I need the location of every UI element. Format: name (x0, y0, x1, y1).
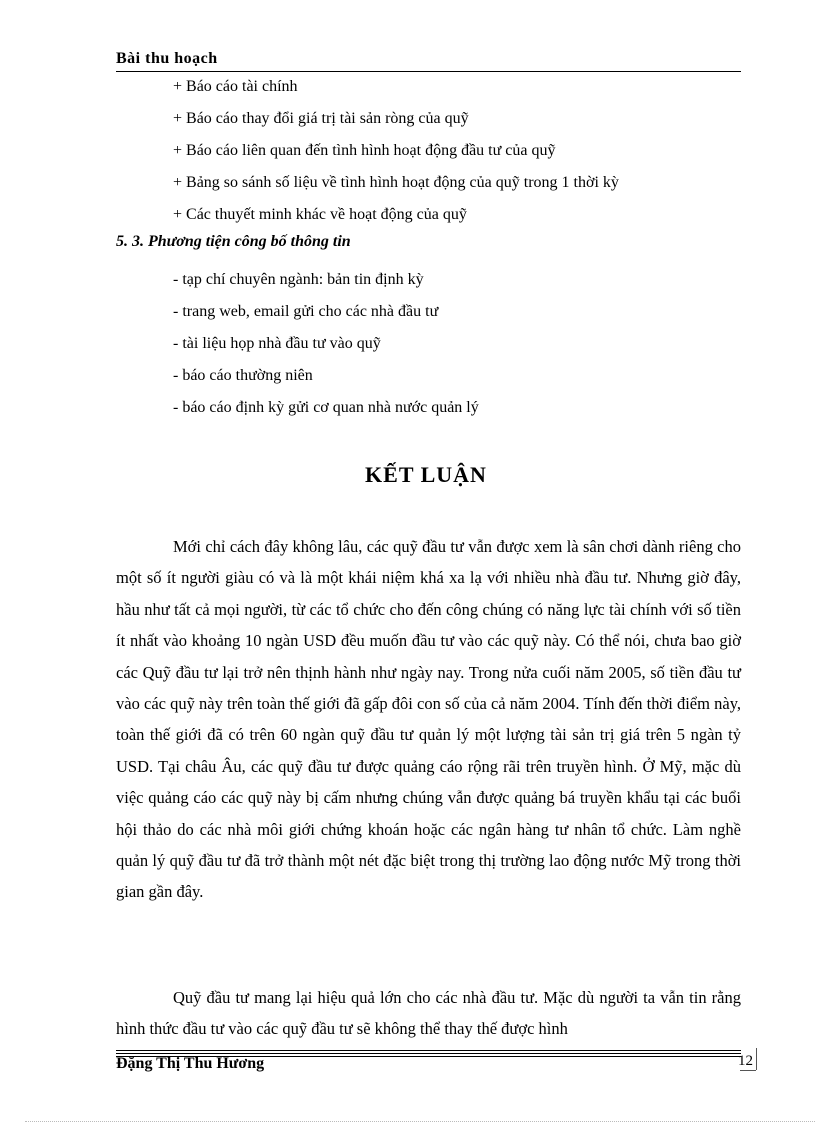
media-list (173, 264, 479, 424)
section-heading: 5. 3. Phương tiện công bố thông tin (116, 233, 351, 250)
list-item: - báo cáo thường niên (173, 367, 313, 384)
footer-rule (116, 1053, 741, 1054)
footer-author: Đặng Thị Thu Hương (116, 1055, 265, 1072)
report-list (173, 71, 619, 231)
conclusion-paragraph: Mới chỉ cách đây không lâu, các quỹ đầu tư vẫn được xem là sân chơi dành riêng cho một số ít người giàu có và là một khái niệm khá xa lạ với nhiều nhà đầu tư. Nhưng giờ đây, hầu như tất cả mọi người, từ các tổ chức cho đến công chúng có năng lực tài chính với số tiền ít nhất vào khoảng 10 ngàn USD đều muốn đầu tư vào các quỹ này. Có thể nói, chưa bao giờ các Quỹ đầu tư lại trở nên thịnh hành như ngày nay. Trong nửa cuối năm 2005, số tiền đầu tư vào các quỹ này trên toàn thế giới đã gấp đôi con số của cả năm 2004. Tính đến thời điểm này, toàn thế giới đã có trên 60 ngàn quỹ đầu tư quản lý một lượng tài sản trị giá trên 5 ngàn tỷ USD. Tại châu Âu, các quỹ đầu tư được quảng cáo rộng rãi trên truyền hình. Ở Mỹ, mặc dù việc quảng cáo các quỹ này bị cấm nhưng chúng vẫn được quảng bá truyền khẩu tại các buổi hội thảo do các nhà môi giới chứng khoán hoặc các ngân hàng tư nhân tổ chức. Làm nghề quản lý quỹ đầu tư đã trở thành một nét đặc biệt trong thị trường lao động nước Mỹ trong thời gian gần đây. (116, 537, 741, 902)
page-number-frame (740, 1070, 756, 1071)
page-number-frame (756, 1048, 757, 1070)
footer-rule (116, 1050, 741, 1051)
conclusion-paragraph: Quỹ đầu tư mang lại hiệu quả lớn cho các nhà đầu tư. Mặc dù người ta vẫn tin rằng hình thức đầu tư vào các quỹ đầu tư sẽ không thể thay thế được hình (116, 988, 741, 1039)
page-number: 12 (738, 1053, 753, 1069)
conclusion-title: KẾT LUẬN (365, 462, 487, 487)
list-item: - tài liệu họp nhà đầu tư vào quỹ (173, 335, 381, 352)
list-item: + Báo cáo tài chính (173, 78, 298, 95)
list-item: + Báo cáo thay đổi giá trị tài sản ròng của quỹ (173, 110, 469, 127)
list-item: + Các thuyết minh khác về hoạt động của quỹ (173, 206, 467, 223)
list-item: - trang web, email gửi cho các nhà đầu tư (173, 303, 439, 320)
list-item: + Báo cáo liên quan đến tình hình hoạt động đầu tư của quỹ (173, 142, 556, 159)
header-title: Bài thu hoạch (116, 50, 218, 67)
list-item: + Bảng so sánh số liệu về tình hình hoạt động của quỹ trong 1 thời kỳ (173, 174, 619, 191)
list-item: - báo cáo định kỳ gửi cơ quan nhà nước quản lý (173, 399, 479, 416)
page-edge (25, 1121, 815, 1122)
list-item: - tạp chí chuyên ngành: bản tin định kỳ (173, 271, 424, 288)
